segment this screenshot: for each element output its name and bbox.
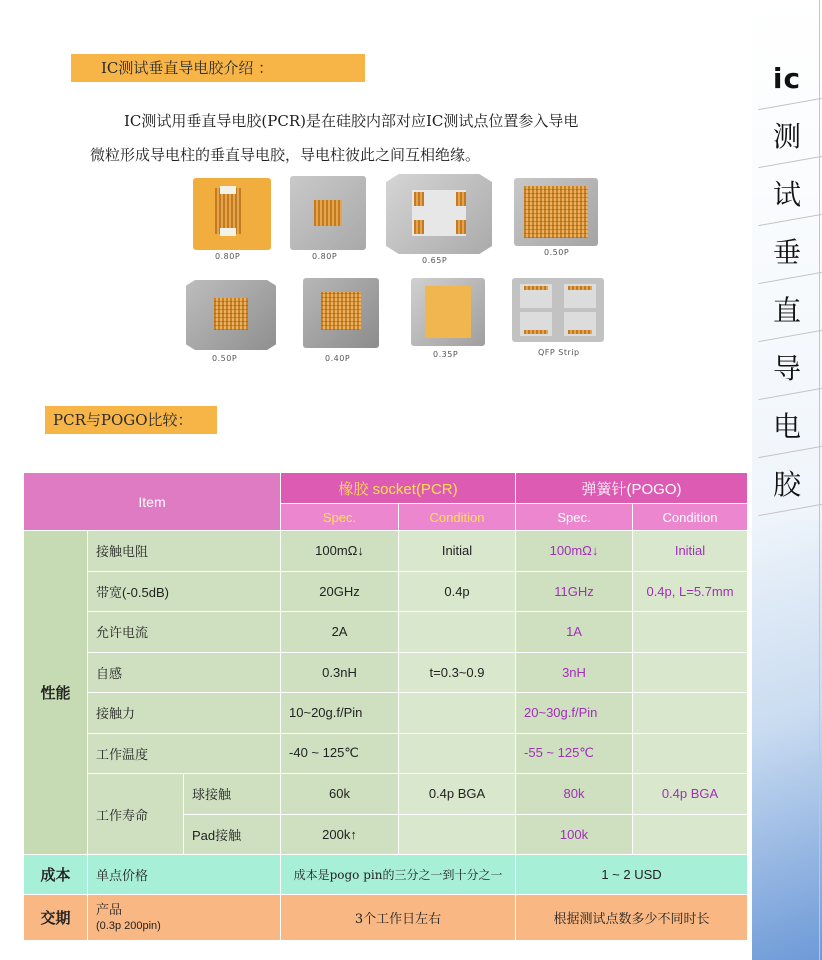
pcr-condition: t=0.3~0.9: [399, 652, 516, 693]
row-name: [88, 895, 281, 941]
comparison-table: [23, 472, 748, 941]
product-image: [411, 278, 485, 364]
pogo-spec: 11GHz: [516, 571, 633, 612]
product-image: [186, 280, 276, 368]
row-name: 允许电流: [88, 612, 281, 653]
pcr-condition: [399, 814, 516, 855]
pogo-spec: 3nH: [516, 652, 633, 693]
table-row-leadtime: [24, 895, 748, 941]
product-caption: 0.50P: [212, 354, 238, 363]
section-title-comparison: PCR与POGO比较：: [45, 406, 217, 434]
header-pcr-condition: Condition: [399, 504, 516, 531]
side-title-char: 测: [752, 108, 822, 166]
product-image: [303, 278, 379, 366]
pogo-spec: -55 ~ 125℃: [516, 733, 633, 774]
row-name: 工作温度: [88, 733, 281, 774]
pogo-spec: 80k: [516, 774, 633, 815]
pcr-spec: 100mΩ↓: [281, 531, 399, 572]
intro-paragraph: [90, 104, 730, 172]
pogo-condition: Initial: [633, 531, 748, 572]
side-title-char: 电: [752, 398, 822, 456]
table-row: [24, 693, 748, 734]
product-caption: 0.40P: [325, 354, 351, 363]
category-leadtime: 交期: [24, 895, 88, 941]
pcr-spec: 2A: [281, 612, 399, 653]
table-row-cost: [24, 855, 748, 895]
table-row: [24, 571, 748, 612]
category-cost: 成本: [24, 855, 88, 895]
pcr-condition: [399, 693, 516, 734]
intro-line-2: 微粒形成导电柱的垂直导电胶，导电柱彼此之间互相绝缘。: [90, 146, 481, 164]
header-pcr-group: 橡胶 socket(PCR): [281, 473, 516, 504]
pcr-spec: 10~20g.f/Pin: [281, 693, 399, 734]
pogo-condition: [633, 652, 748, 693]
pcr-spec: -40 ~ 125℃: [281, 733, 399, 774]
product-caption: 0.80P: [312, 252, 338, 261]
pcr-spec: 0.3nH: [281, 652, 399, 693]
header-pogo-group: 弹簧针(POGO): [516, 473, 748, 504]
pcr-leadtime: 3个工作日左右: [281, 895, 516, 941]
side-wave-decoration: [752, 520, 822, 960]
table-row: [24, 652, 748, 693]
pogo-condition: [633, 693, 748, 734]
header-pogo-spec: Spec.: [516, 504, 633, 531]
row-name: 接触电阻: [88, 531, 281, 572]
product-caption: 0.50P: [544, 248, 570, 257]
pogo-spec: 100k: [516, 814, 633, 855]
row-name: 单点价格: [88, 855, 281, 895]
pcr-spec: 20GHz: [281, 571, 399, 612]
row-name-main: 产品: [96, 901, 123, 917]
pcr-condition: [399, 612, 516, 653]
product-image: [386, 174, 492, 266]
product-caption: QFP Strip: [538, 348, 580, 357]
pcr-spec: 200k↑: [281, 814, 399, 855]
pogo-condition: [633, 814, 748, 855]
pcr-condition: Initial: [399, 531, 516, 572]
product-caption: 0.65P: [422, 256, 448, 265]
table-header-row: [24, 473, 748, 504]
pogo-leadtime: 根据测试点数多少不同时长: [516, 895, 748, 941]
pcr-condition: 0.4p: [399, 571, 516, 612]
pcr-condition: 0.4p BGA: [399, 774, 516, 815]
product-caption: 0.35P: [433, 350, 459, 359]
product-image: [514, 178, 598, 262]
side-title-char: 垂: [752, 224, 822, 282]
vertical-side-title: [752, 50, 822, 514]
intro-line-1: IC测试用垂直导电胶(PCR)是在硅胶内部对应IC测试点位置参入导电: [124, 112, 579, 130]
row-name: 自感: [88, 652, 281, 693]
table-row: [24, 612, 748, 653]
product-caption: 0.80P: [215, 252, 241, 261]
product-image: [290, 176, 366, 260]
pogo-condition: 0.4p BGA: [633, 774, 748, 815]
table-row: [24, 531, 748, 572]
side-title-char: 试: [752, 166, 822, 224]
product-image: [512, 278, 604, 362]
product-image: [193, 178, 271, 260]
pogo-spec: 100mΩ↓: [516, 531, 633, 572]
pogo-condition: 0.4p, L=5.7mm: [633, 571, 748, 612]
pogo-spec: 20~30g.f/Pin: [516, 693, 633, 734]
row-name: 接触力: [88, 693, 281, 734]
pogo-condition: [633, 733, 748, 774]
side-title-char: 直: [752, 282, 822, 340]
side-title-char: ic: [752, 50, 822, 108]
header-pogo-condition: Condition: [633, 504, 748, 531]
section-title-intro: IC测试垂直导电胶介绍 ：: [71, 54, 365, 82]
side-title-char: 导: [752, 340, 822, 398]
side-title-char: 胶: [752, 456, 822, 514]
pogo-spec: 1A: [516, 612, 633, 653]
row-subname: 球接触: [184, 774, 281, 815]
pogo-condition: [633, 612, 748, 653]
header-item: Item: [24, 473, 281, 531]
pogo-cost: 1 ~ 2 USD: [516, 855, 748, 895]
header-pcr-spec: Spec.: [281, 504, 399, 531]
pcr-condition: [399, 733, 516, 774]
table-row: [24, 733, 748, 774]
row-subname: Pad接触: [184, 814, 281, 855]
category-performance: 性能: [24, 531, 88, 855]
row-name-sub: (0.3p 200pin): [96, 919, 161, 932]
table-row: [24, 774, 748, 815]
row-name: 工作寿命: [88, 774, 184, 855]
pcr-spec: 60k: [281, 774, 399, 815]
pcr-cost: 成本是pogo pin的三分之一到十分之一: [281, 855, 516, 895]
row-name: 带宽(-0.5dB): [88, 571, 281, 612]
